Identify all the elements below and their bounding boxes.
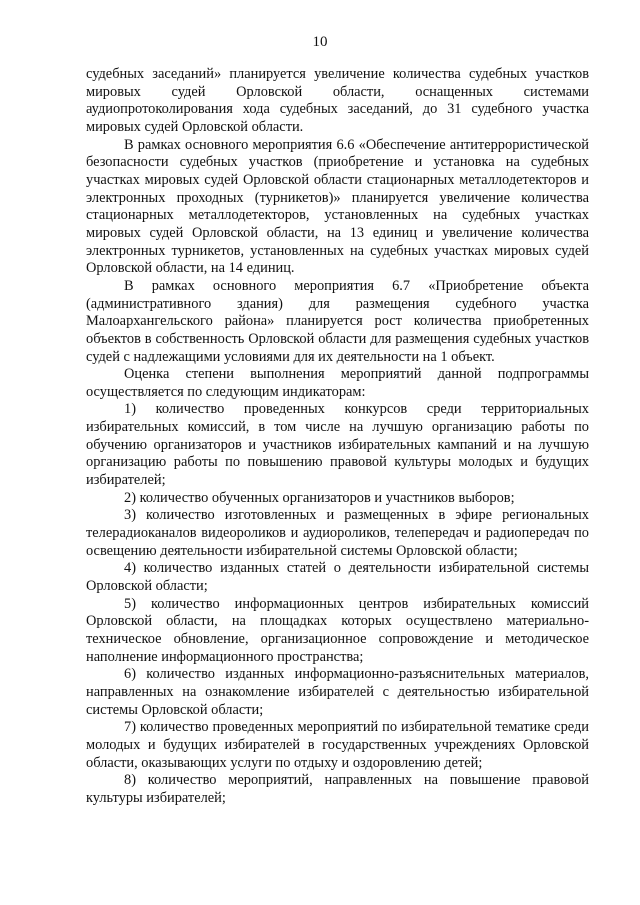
paragraph-measure-6-7: В рамках основного мероприятия 6.7 «Приобретение объекта (административного здания) для размещения судебного участка Малоархангельского района» планируется рост количества приобретенных объектов в собственность Орловской области для размещения судебных участков судей с надлежащими условиями для их деятельности на 1 объект.: [86, 277, 589, 365]
paragraph-continuation: судебных заседаний» планируется увеличение количества судебных участков мировых судей Орловской области, оснащенных системами аудиопротоколирования хода судебных заседаний, до 31 судебного участка мировых судей Орловской области.: [86, 66, 589, 135]
list-item-indicator-7: 7) количество проведенных мероприятий по избирательной тематике среди молодых и будущих избирателей в государственных учреждениях Орловской области, оказывающих услуги по отдыху и оздоровлению детей;: [86, 719, 589, 771]
list-item-indicator-5: 5) количество информационных центров избирательных комиссий Орловской области, на площадках которых осуществлено материально-техническое обновление, организационное сопровождение и методическое наполнение информационного пространства;: [86, 595, 589, 665]
list-item-indicator-2: 2) количество обученных организаторов и участников выборов;: [124, 489, 515, 506]
list-item-indicator-8: 8) количество мероприятий, направленных на повышение правовой культуры избирателей;: [86, 772, 589, 806]
list-item-indicator-3: 3) количество изготовленных и размещенных в эфире региональных телерадиоканалов видеороликов и аудиороликов, телепередач и радиопередач по освещению деятельности избирательной системы Орловской области;: [86, 507, 589, 559]
document-body: [86, 66, 589, 808]
paragraph-indicators-intro: Оценка степени выполнения мероприятий данной подпрограммы осуществляется по следующим индикаторам:: [86, 366, 589, 400]
page-number: 10: [312, 34, 328, 50]
paragraph-measure-6-6: В рамках основного мероприятия 6.6 «Обеспечение антитеррористической безопасности судебных участков (приобретение и установка на судебных участках мировых судей Орловской области стационарных металлодетекторов и электронных проходных (турникетов)» планируется увеличение количества стационарных металлодетекторов, установленных на судебных участках мировых судей Орловской области, на 13 единиц и увеличение количества электронных турникетов, установленных на судебных участках мировых судей Орловской области, на 14 единиц.: [86, 136, 589, 277]
list-item-indicator-6: 6) количество изданных информационно-разъяснительных материалов, направленных на ознакомление избирателей с деятельностью избирательной системы Орловской области;: [86, 666, 589, 718]
list-item-indicator-4: 4) количество изданных статей о деятельности избирательной системы Орловской области;: [86, 560, 589, 595]
list-item-indicator-1: 1) количество проведенных конкурсов среди территориальных избирательных комиссий, в том числе на лучшую организацию работы по обучению организаторов и участников избирательных кампаний и на лучшую организацию работы по повышению правовой культуры молодых и будущих избирателей;: [86, 401, 589, 489]
